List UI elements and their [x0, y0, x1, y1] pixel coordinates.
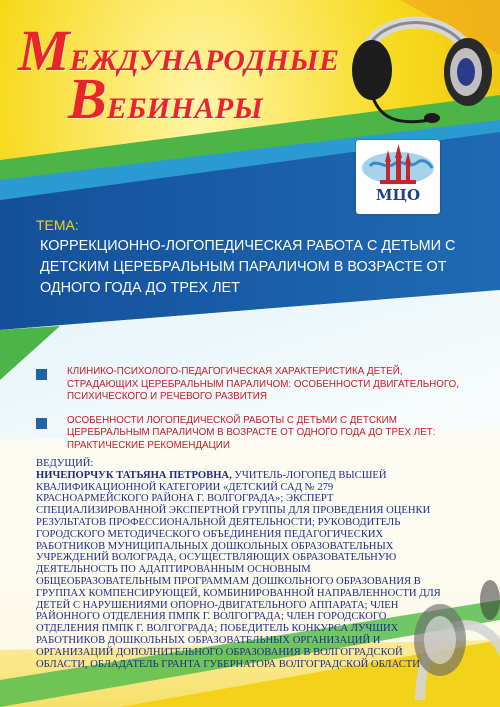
presenter-name: НИЧЕПОРЧУК ТАТЬЯНА ПЕТРОВНА,: [36, 469, 232, 481]
bullet-text: ОСОБЕННОСТИ ЛОГОПЕДИЧЕСКОЙ РАБОТЫ С ДЕТЬМИ С ДЕТСКИМ ЦЕРЕБРАЛЬНЫМ ПАРАЛИЧОМ В ВОЗРАСТЕ ОТ ОДНОГО ГОДА ДО ТРЕХ ЛЕТ: ПРАКТИЧЕСКИЕ РЕКОМЕНДАЦИИ: [67, 414, 436, 451]
presenter-bio: УЧИТЕЛЬ-ЛОГОПЕД ВЫСШЕЙ КВАЛИФИКАЦИОННОЙ КАТЕГОРИИ «ДЕТСКИЙ САД № 279 КРАСНОАРМЕЙСКОГО РАЙОНА Г. ВОЛГОГРАДА»; ЭКСПЕРТ СПЕЦИАЛИЗИРОВАННОЙ ЭКСПЕРТНОЙ ГРУППЫ ДЛЯ ПРОВЕДЕНИЯ ОЦЕНКИ РЕЗУЛЬТАТОВ ПРОФЕССИОНАЛЬНОЙ ДЕЯТЕЛЬНОСТИ; РУКОВОДИТЕЛЬ ГОРОДСКОГО МЕТОДИЧЕСКОГО ОБЪЕДИНЕНИЯ ПЕДАГОГИЧЕСКИХ РАБОТНИКОВ МУНИЦИПАЛЬНЫХ ДОШКОЛЬНЫХ ОБРАЗОВАТЕЛЬНЫХ УЧРЕЖДЕНИЙ ВОЛОГРАДА, ОСУЩЕСТВЛЯЮЩИХ ОБРАЗОВАТЕЛЬНУЮ ДЕЯТЕЛЬНОСТЬ ПО АДАПТИРОВАННЫМ ОСНОВНЫМ ОБЩЕОБРАЗОВАТЕЛЬНЫМ ПРОГРАММАМ ДОШКОЛЬНОГО ОБРАЗОВАНИЯ В ГРУППАХ КОМПЕНСИРУЮЩЕЙ, КОМБИНИРОВАННОЙ НАПРАВЛЕННОСТИ ДЛЯ ДЕТЕЙ С НАРУШЕНИЯМИ ОПОРНО-ДВИГАТЕЛЬНОГО АППАРАТА; ЧЛЕН РАЙОННОГО ОТДЕЛЕНИЯ ПМПК Г. ВОЛГОГРАДА; ЧЛЕН ГОРОДСКОГО ОТДЕЛЕНИЯ ПМПК Г. ВОЛГОГРАДА; ПОБЕДИТЕЛЬ КОНКУРСА ЛУЧШИХ РАБОТНИКОВ ДОШКОЛЬНЫХ ОБРАЗОВАТЕЛЬНЫХ ОРГАНИЗАЦИЙ И ОРГАНИЗАЦИЙ ДОПОЛНИТЕЛЬНОГО ОБРАЗОВАНИЯ В ВОЛГОГРАДСКОЙ ОБЛАСТИ, ОБЛАДАТЕЛЬ ГРАНТА ГУБЕРНАТОРА ВОЛГОГРАДСКОЙ ОБЛАСТИ: [36, 469, 441, 670]
bullet-square-icon: [36, 418, 47, 429]
topic-text: КОРРЕКЦИОННО-ЛОГОПЕДИЧЕСКАЯ РАБОТА С ДЕТЬМИ С ДЕТСКИМ ЦЕРЕБРАЛЬНЫМ ПАРАЛИЧОМ В ВОЗРАСТЕ ОТ ОДНОГО ГОДА ДО ТРЕХ ЛЕТ: [40, 238, 456, 296]
mco-logo: [356, 140, 440, 214]
title-cap-2: В: [68, 66, 107, 131]
bullet-text: КЛИНИКО-ПСИХОЛОГО-ПЕДАГОГИЧЕСКАЯ ХАРАКТЕРИСТИКА ДЕТЕЙ, СТРАДАЮЩИХ ЦЕРЕБРАЛЬНЫМ ПАРАЛИЧОМ: ОСОБЕННОСТИ ДВИГАТЕЛЬНОГО, ПСИХИЧЕСКОГО И РЕЧЕВОГО РАЗВИТИЯ: [67, 366, 459, 402]
title-rest-1: ЕЖДУНАРОДНЫЕ: [69, 44, 340, 77]
kremlin-globe-icon: [356, 140, 440, 190]
page-title: [18, 18, 340, 131]
list-item: [36, 415, 476, 453]
logo-text: МЦО: [375, 186, 421, 204]
presenter-label: ВЕДУЩИЙ:: [36, 458, 94, 469]
presenter-block: [36, 458, 448, 670]
list-item: [36, 366, 476, 404]
title-cap-1: М: [18, 18, 70, 83]
bullet-square-icon: [36, 369, 47, 380]
title-rest-2: ЕБИНАРЫ: [106, 92, 264, 125]
topic-label: ТЕМА:: [36, 217, 79, 233]
bullet-list: [36, 366, 476, 463]
